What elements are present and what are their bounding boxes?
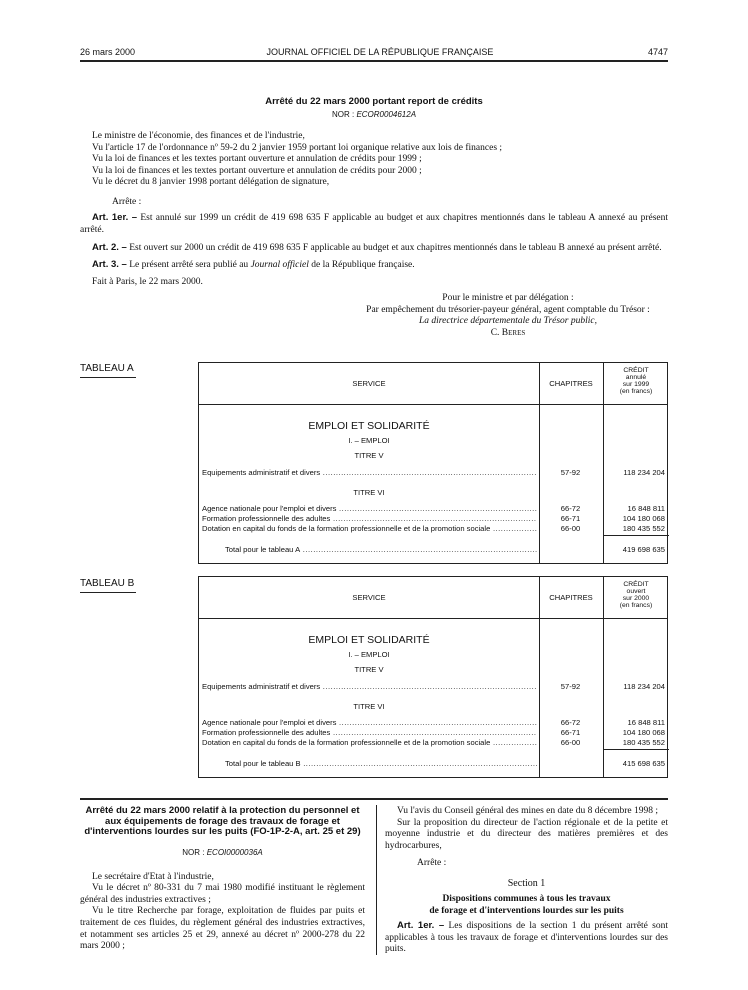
header-credit-line: (en francs) <box>619 602 653 610</box>
row-label: Equipements administratif et divers ..... <box>202 468 537 477</box>
row-label: Equipements administratif et divers ..... <box>202 682 537 691</box>
header-service: SERVICE <box>352 379 386 388</box>
column-divider <box>376 805 377 955</box>
table-b-label-rule <box>80 592 136 593</box>
row-credit: 104 180 068 <box>622 514 665 523</box>
paragraph: Vu le décret nº 80-331 du 7 mai 1980 modifié instituant le règlement général des industries extractives ; <box>80 883 365 905</box>
section-title: I. – EMPLOI <box>348 650 390 659</box>
article-3-label: Art. 3. – <box>92 259 127 271</box>
article-2 <box>80 242 668 255</box>
header-credit <box>603 581 669 610</box>
row-chapitre: 66-71 <box>560 514 581 523</box>
table-b-header-rule <box>199 618 667 619</box>
article-2-label: Art. 2. – <box>92 241 127 253</box>
article-2-text: Est ouvert sur 2000 un crédit de 419 698 635 F applicable au budget et aux chapitres mentionnés dans le tableau B annexé au présent arrêté. <box>129 242 662 253</box>
table-row <box>199 524 667 534</box>
arrete1-nor <box>80 110 668 120</box>
visa-line: Vu la loi de finances et les textes portant ouverture et annulation de crédits pour 2000 ; <box>92 165 422 176</box>
table-b <box>198 576 668 778</box>
section-subtitle: Dispositions communes à tous les travaux <box>442 894 611 905</box>
table-row <box>199 514 667 524</box>
visa-line: Vu la loi de finances et les textes portant ouverture et annulation de crédits pour 1999 ; <box>92 154 422 165</box>
row-credit: 118 234 204 <box>623 682 665 691</box>
header-chapitres: CHAPITRES <box>549 593 593 602</box>
row-credit: 180 435 552 <box>622 524 665 533</box>
header-page-number: 4747 <box>647 47 668 57</box>
table-a-label: TABLEAU A <box>80 363 134 374</box>
signature-line: La directrice départementale du Trésor public, <box>418 316 597 327</box>
header-credit-line: sur 1999 <box>622 381 650 389</box>
header-credit-line: annulé <box>625 374 647 382</box>
row-label: Formation professionnelle des adultes ..... <box>202 514 537 523</box>
signature-line: Pour le ministre et par délégation : <box>442 293 574 303</box>
titre-v: TITRE V <box>354 665 384 674</box>
paragraph: Vu l'avis du Conseil général des mines en date du 8 décembre 1998 ; <box>397 806 659 816</box>
table-row <box>199 728 667 738</box>
article-1 <box>385 920 668 956</box>
article-3 <box>80 259 668 272</box>
section-title: I. – EMPLOI <box>348 436 390 445</box>
row-chapitre: 66-71 <box>560 728 581 737</box>
header-credit <box>603 367 669 396</box>
row-chapitre: 57-92 <box>560 468 581 477</box>
signature-block <box>348 293 668 339</box>
titre-v: TITRE V <box>354 451 384 460</box>
row-credit: 104 180 068 <box>622 728 665 737</box>
table-a-header-rule <box>199 404 667 405</box>
table-row <box>199 738 667 748</box>
article-1-label: Art. 1er. – <box>92 212 138 224</box>
nor-code: ECOR0004612A <box>356 110 417 119</box>
row-credit: 16 848 811 <box>627 718 665 727</box>
total-label: Total pour le tableau B ..... <box>225 759 537 768</box>
article-1-text: Les dispositions de la section 1 du présent arrêté sont applicables à tous les travaux de forage et d'interventions lourdes sur des puits. <box>385 921 669 955</box>
nor-label: NOR : <box>331 110 355 119</box>
paragraph: Sur la proposition du directeur de l'action régionale et de la petite et moyenne industrie et du directeur des matières premières et des hydrocarbures, <box>385 817 668 851</box>
table-total-row <box>199 759 667 769</box>
section-subtitle: de forage et d'interventions lourdes sur les puits <box>429 905 624 916</box>
signature-line: Par empêchement du trésorier-payeur général, agent comptable du Trésor : <box>366 304 650 315</box>
row-label: Dotation en capital du fonds de la formation professionnelle et de la promotion sociale ..... <box>202 524 537 533</box>
header-credit-line: ouvert <box>626 588 646 596</box>
arrete1-body <box>80 131 668 288</box>
row-chapitre: 57-92 <box>560 682 581 691</box>
article-1 <box>80 212 668 236</box>
row-chapitre: 66-00 <box>560 738 581 747</box>
row-credit: 118 234 204 <box>623 468 665 477</box>
header-rule <box>80 60 668 62</box>
row-label: Dotation en capital du fonds de la formation professionnelle et de la promotion sociale ..... <box>202 738 537 747</box>
header-date: 26 mars 2000 <box>80 47 136 57</box>
section-separator <box>80 798 668 800</box>
visa-line: Vu l'article 17 de l'ordonnance nº 59-2 du 2 janvier 1959 portant loi organique relative aux lois de finances ; <box>92 142 503 153</box>
row-label: Agence nationale pour l'emploi et divers ..... <box>202 504 537 513</box>
total-value: 415 698 635 <box>622 759 665 768</box>
table-row <box>199 468 667 478</box>
header-credit-line: (en francs) <box>619 388 653 396</box>
total-rule <box>603 749 669 750</box>
nor-label: NOR : <box>182 847 205 857</box>
table-total-row <box>199 545 667 555</box>
row-chapitre: 66-72 <box>560 718 581 727</box>
article-3-text-pre: Le présent arrêté sera publié au <box>129 260 249 271</box>
row-credit: 180 435 552 <box>622 738 665 747</box>
ministry-title: EMPLOI ET SOLIDARITÉ <box>308 634 430 646</box>
nor-code: ECOI0000036A <box>206 847 263 857</box>
row-chapitre: 66-00 <box>560 524 581 533</box>
table-a <box>198 362 668 564</box>
section-heading: Section 1 <box>507 877 546 889</box>
paragraph: Vu le titre Recherche par forage, exploitation de fluides par puits et traitement de ces fluides, du règlement général des industries extractives, et notamment ses articles 25 et 29, annexé au décret nº 2000-278 du 22 mars 2000 ; <box>80 906 365 952</box>
table-row <box>199 682 667 692</box>
titre-vi: TITRE VI <box>353 488 385 497</box>
table-b-label: TABLEAU B <box>80 578 135 589</box>
header-chapitres: CHAPITRES <box>549 379 593 388</box>
header-credit-line: CRÉDIT <box>623 581 649 588</box>
article-3-text-post: de la République française. <box>311 260 415 271</box>
header-journal-title: JOURNAL OFFICIEL DE LA RÉPUBLIQUE FRANÇAISE <box>266 47 494 57</box>
row-label: Agence nationale pour l'emploi et divers ..... <box>202 718 537 727</box>
paragraph: Le secrétaire d'Etat à l'industrie, <box>92 871 214 882</box>
row-label: Formation professionnelle des adultes ..... <box>202 728 537 737</box>
visa-line: Le ministre de l'économie, des finances et de l'industrie, <box>92 131 305 141</box>
header-service: SERVICE <box>352 593 386 602</box>
header-credit-line: CRÉDIT <box>623 367 649 374</box>
row-chapitre: 66-72 <box>560 504 581 513</box>
article-3-journal: Journal officiel <box>250 260 309 271</box>
arrete1-title: Arrêté du 22 mars 2000 portant report de crédits <box>265 96 483 107</box>
arrete2-left-column <box>80 806 365 953</box>
fait-a-paris: Fait à Paris, le 22 mars 2000. <box>92 276 203 287</box>
table-row <box>199 718 667 728</box>
arrete-heading: Arrête : <box>417 858 447 869</box>
table-a-label-rule <box>80 377 136 378</box>
ministry-title: EMPLOI ET SOLIDARITÉ <box>308 420 430 432</box>
total-rule <box>603 535 669 536</box>
total-value: 419 698 635 <box>622 545 665 554</box>
arrete2-nor <box>80 848 365 858</box>
arrete-heading: Arrête : <box>112 196 142 207</box>
article-1-text: Est annulé sur 1999 un crédit de 419 698 635 F applicable au budget et aux chapitres mentionnés dans le tableau A annexé au présent arrêté. <box>80 213 669 236</box>
row-credit: 16 848 811 <box>627 504 665 513</box>
visa-line: Vu le décret du 8 janvier 1998 portant délégation de signature, <box>92 177 330 188</box>
arrete2-title: Arrêté du 22 mars 2000 relatif à la protection du personnel et aux équipements de forage des travaux de forage et d'interventions lourdes sur les puits (FO-1P-2-A, art. 25 et 29) <box>84 805 361 838</box>
total-label: Total pour le tableau A ..... <box>225 545 537 554</box>
signature-name: C. Beres <box>490 327 526 338</box>
article-1-label: Art. 1er. – <box>397 920 445 932</box>
table-row <box>199 504 667 514</box>
arrete2-right-column <box>385 806 668 956</box>
header-credit-line: sur 2000 <box>622 595 650 603</box>
titre-vi: TITRE VI <box>353 702 385 711</box>
